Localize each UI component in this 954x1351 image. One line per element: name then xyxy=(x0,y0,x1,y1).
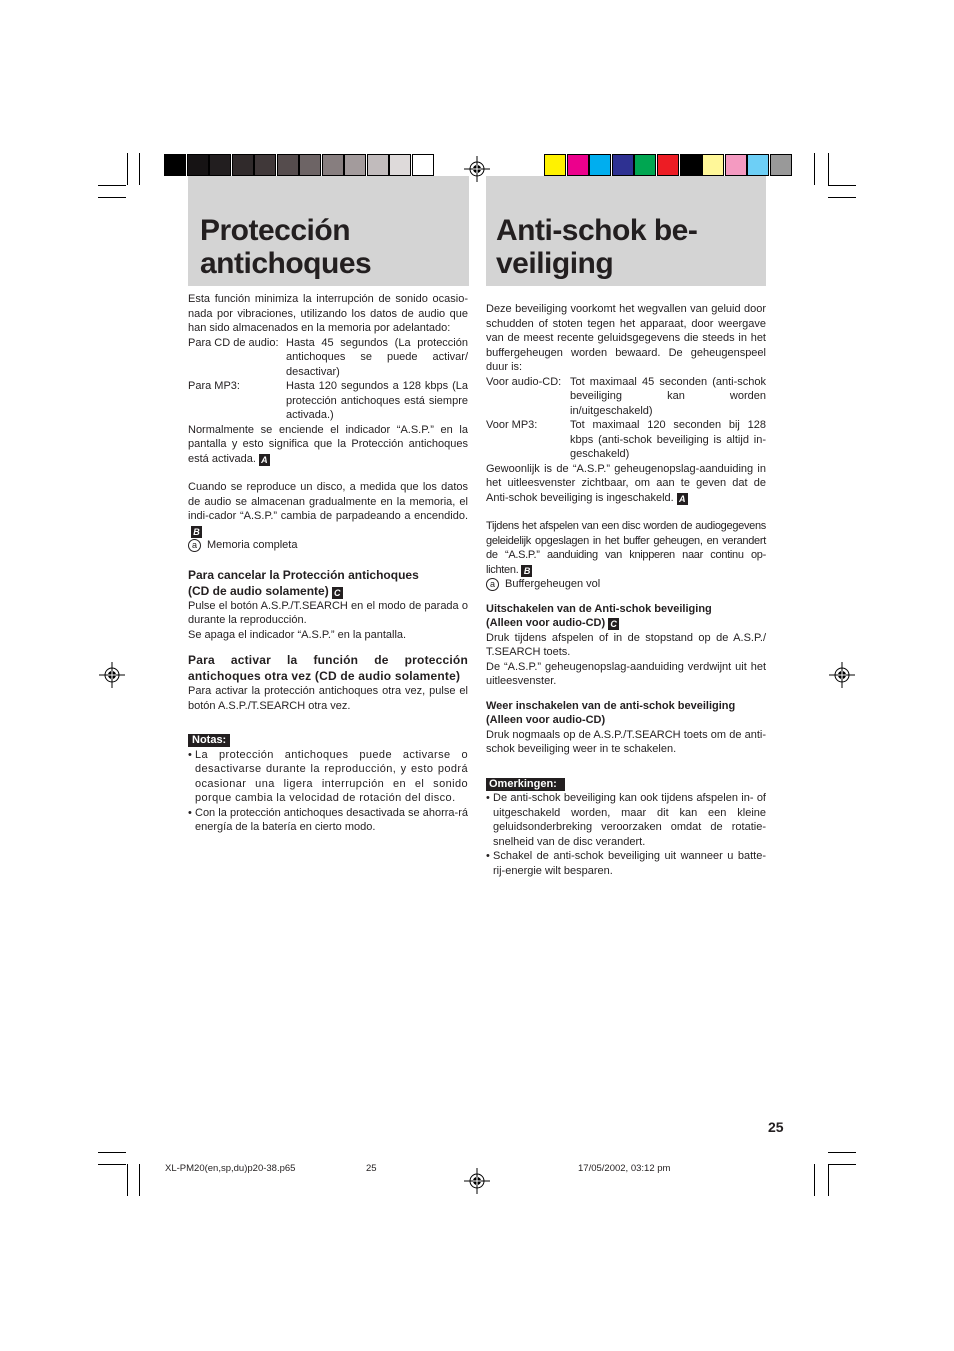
crop-mark xyxy=(814,153,815,185)
heading-line xyxy=(486,616,766,631)
figure-ref-b: B xyxy=(521,565,532,577)
cancel-result: Se apaga el indicador “A.S.P.” en la pantalla. xyxy=(188,628,407,641)
page-title-spanish xyxy=(200,214,371,280)
gray-swatch xyxy=(187,154,209,176)
spec-value: Tot maximaal 120 seconden bij 128 kbps (anti-schok beveiliging is altijd in-geschakeld) xyxy=(570,419,766,460)
play-paragraph xyxy=(188,480,468,538)
dutch-column xyxy=(486,302,766,878)
callout-text: Memoria completa xyxy=(207,539,298,551)
gray-swatch xyxy=(389,154,411,176)
page-title-dutch xyxy=(496,214,697,280)
figure-ref-b: B xyxy=(191,526,202,538)
notes-header xyxy=(188,733,468,748)
spec-key: Voor audio-CD: xyxy=(486,375,562,388)
gray-swatch xyxy=(344,154,366,176)
section-heading xyxy=(188,567,468,599)
normal-paragraph xyxy=(188,423,468,467)
gray-swatch xyxy=(277,154,299,176)
spec-value: Hasta 45 segundos (La protección antichoques se puede activar/ desactivar) xyxy=(286,336,468,378)
spanish-column xyxy=(188,292,468,835)
section-heading xyxy=(486,699,766,728)
section-heading xyxy=(486,602,766,631)
crop-mark xyxy=(828,1164,829,1196)
spec-row-mp3 xyxy=(486,418,766,462)
spec-row-cd xyxy=(486,375,766,419)
note-item xyxy=(188,748,468,806)
spec-key: Para MP3: xyxy=(188,380,240,392)
note-text: Schakel de anti-schok beveiliging uit wanneer u batte-rij-energie wilt besparen. xyxy=(493,850,766,877)
color-swatch xyxy=(680,154,702,176)
heading-text: (CD de audio solamente) xyxy=(188,583,329,598)
gray-swatch xyxy=(299,154,321,176)
crop-mark xyxy=(127,1164,128,1196)
title-line: veiliging xyxy=(496,247,614,280)
note-text: De anti-schok beveiliging kan ook tijdens afspelen in- of uitgeschakeld worden, maar dit kan een kleine geluidsonderbreking veroorzaken omdat de rotatie-snelheid van de disc verandert. xyxy=(493,792,766,848)
footer-timestamp: 17/05/2002, 03:12 pm xyxy=(578,1163,671,1174)
crop-mark xyxy=(828,185,856,186)
callout-a-icon: a xyxy=(188,539,201,552)
spec-key: Voor MP3: xyxy=(486,419,538,431)
registration-mark-icon xyxy=(464,1168,490,1194)
notes-badge: Notas: xyxy=(188,734,230,747)
spec-value: Tot maximaal 45 seconden (anti-schok beveiliging kan worden in/uitgeschakeld) xyxy=(570,375,766,417)
gray-swatch xyxy=(412,154,434,176)
play-text: Cuando se reproduce un disco, a medida que los datos de audio se almacenan gradualmente en la memoria, el indi-cador “A.S.P.” cambia de parpadeando a encendido. xyxy=(188,481,468,522)
callout-text: Buffergeheugen vol xyxy=(505,578,601,590)
callout-a-icon: a xyxy=(486,578,499,591)
crop-mark xyxy=(828,153,829,185)
title-line: antichoques xyxy=(200,247,372,280)
crop-mark xyxy=(98,185,126,186)
note-item xyxy=(188,806,468,835)
spec-key: Para CD de audio: xyxy=(188,336,279,349)
crop-mark xyxy=(139,1164,140,1196)
heading-line: Weer inschakelen van de anti-schok beveiliging xyxy=(486,699,736,712)
gray-swatch xyxy=(232,154,254,176)
notes-header xyxy=(486,777,766,792)
bullet: • xyxy=(188,748,192,761)
gray-swatch xyxy=(254,154,276,176)
off-paragraph: Druk tijdens afspelen of in de stopstand op de A.S.P./ T.SEARCH toets. xyxy=(486,631,766,658)
crop-mark xyxy=(139,153,140,185)
bullet: • xyxy=(486,850,490,862)
section-heading: Para activar la función de protección antichoques otra vez (CD de audio solamente) xyxy=(188,653,468,683)
note-item xyxy=(486,791,766,849)
color-swatch xyxy=(770,154,792,176)
intro-paragraph: Esta función minimiza la interrupción de sonido ocasio-nada por vibraciones, utilizando los datos de audio que han sido almacenados en la memoria por adelantado: xyxy=(188,293,468,334)
crop-mark xyxy=(98,1164,126,1165)
off-result: De “A.S.P.” geheugenopslag-aanduiding verdwijnt uit het uitleesvenster. xyxy=(486,660,766,687)
normal-text: Normalmente se enciende el indicador “A.S.P.” en la pantalla y esto significa que la Protección antichoques está activada. xyxy=(188,423,468,465)
figure-ref-c: C xyxy=(332,587,343,599)
title-line: Protección xyxy=(200,214,351,247)
color-swatch xyxy=(657,154,679,176)
on-paragraph: Druk nogmaals op de A.S.P./T.SEARCH toets om de anti-schok beveiliging weer in te schakelen. xyxy=(486,728,766,755)
note-text: Con la protección antichoques desactivada se ahorra-rá energía de la batería en cierto modo. xyxy=(195,806,468,833)
bullet: • xyxy=(188,806,192,819)
spec-value: Hasta 120 segundos a 128 kbps (La protección antichoques está siempre activada.) xyxy=(286,380,468,421)
heading-text: (Alleen voor audio-CD) xyxy=(486,617,606,629)
registration-mark-icon xyxy=(829,662,855,688)
footer-page: 25 xyxy=(366,1163,377,1174)
notes-badge: Omerkingen: xyxy=(486,778,565,791)
heading-line xyxy=(188,583,468,599)
normal-text: Gewoonlijk is de “A.S.P.” geheugenopslag-aanduiding in het uitleesvenster zichtbaar, om aan te geven dat de Anti-schok beveiliging is ingeschakeld. xyxy=(486,462,766,504)
color-swatch xyxy=(702,154,724,176)
normal-paragraph xyxy=(486,462,766,506)
color-swatch xyxy=(544,154,566,176)
crop-mark xyxy=(828,1164,856,1165)
gray-swatch xyxy=(164,154,186,176)
gray-swatch xyxy=(209,154,231,176)
gray-swatch xyxy=(322,154,344,176)
title-band-left xyxy=(188,176,469,286)
figure-ref-c: C xyxy=(608,618,619,630)
registration-mark-icon xyxy=(99,662,125,688)
footer-filename: XL-PM20(en,sp,du)p20-38.p65 xyxy=(165,1163,296,1174)
color-swatch xyxy=(567,154,589,176)
play-paragraph xyxy=(486,519,766,577)
spec-row-cd xyxy=(188,336,468,380)
color-swatch xyxy=(634,154,656,176)
color-swatch xyxy=(725,154,747,176)
spec-row-mp3 xyxy=(188,379,468,423)
crop-mark xyxy=(127,153,128,185)
gray-swatch xyxy=(367,154,389,176)
note-text: La protección antichoques puede activarse o desactivarse durante la reproducción, y esto podrá ocasionar una ligera interrupción en el sonido porque cambia la velocidad de rotación del disco. xyxy=(195,748,468,804)
title-band-right xyxy=(486,176,766,286)
callout-row xyxy=(188,538,468,553)
crop-mark xyxy=(98,197,126,198)
heading-line: (Alleen voor audio-CD) xyxy=(486,714,606,726)
intro-paragraph: Deze beveiliging voorkomt het wegvallen van geluid door schudden of stoten tegen het apparaat, door weergave van de meest recente geluidsgegevens die steeds in het buffergeheugen worden bewaard. De geheugenspeel duur is: xyxy=(486,303,766,373)
title-line: Anti-schok be- xyxy=(496,214,698,247)
color-swatch xyxy=(612,154,634,176)
heading-line: Para cancelar la Protección antichoques xyxy=(188,567,419,582)
play-text: Tijdens het afspelen van een disc worden de audiogegevens geleidelijk opgeslagen in het buffer geheugen, en verandert de “A.S.P.” aanduiding van knipperen naar continu op-lichten. xyxy=(486,520,766,576)
callout-row xyxy=(486,577,766,592)
note-item xyxy=(486,849,766,878)
color-swatch xyxy=(747,154,769,176)
page-number: 25 xyxy=(768,1119,784,1135)
crop-mark xyxy=(814,1164,815,1196)
activate-paragraph: Para activar la protección antichoques otra vez, pulse el botón A.S.P./T.SEARCH otra vez. xyxy=(188,685,468,712)
crop-mark xyxy=(828,1152,856,1153)
heading-line: Uitschakelen van de Anti-schok beveiliging xyxy=(486,602,712,615)
bullet: • xyxy=(486,792,490,804)
figure-ref-a: A xyxy=(259,454,270,466)
figure-ref-a: A xyxy=(677,493,688,505)
color-swatch xyxy=(589,154,611,176)
cancel-paragraph: Pulse el botón A.S.P./T.SEARCH en el modo de parada o durante la reproducción. xyxy=(188,599,468,626)
crop-mark xyxy=(98,1152,126,1153)
crop-mark xyxy=(828,197,856,198)
